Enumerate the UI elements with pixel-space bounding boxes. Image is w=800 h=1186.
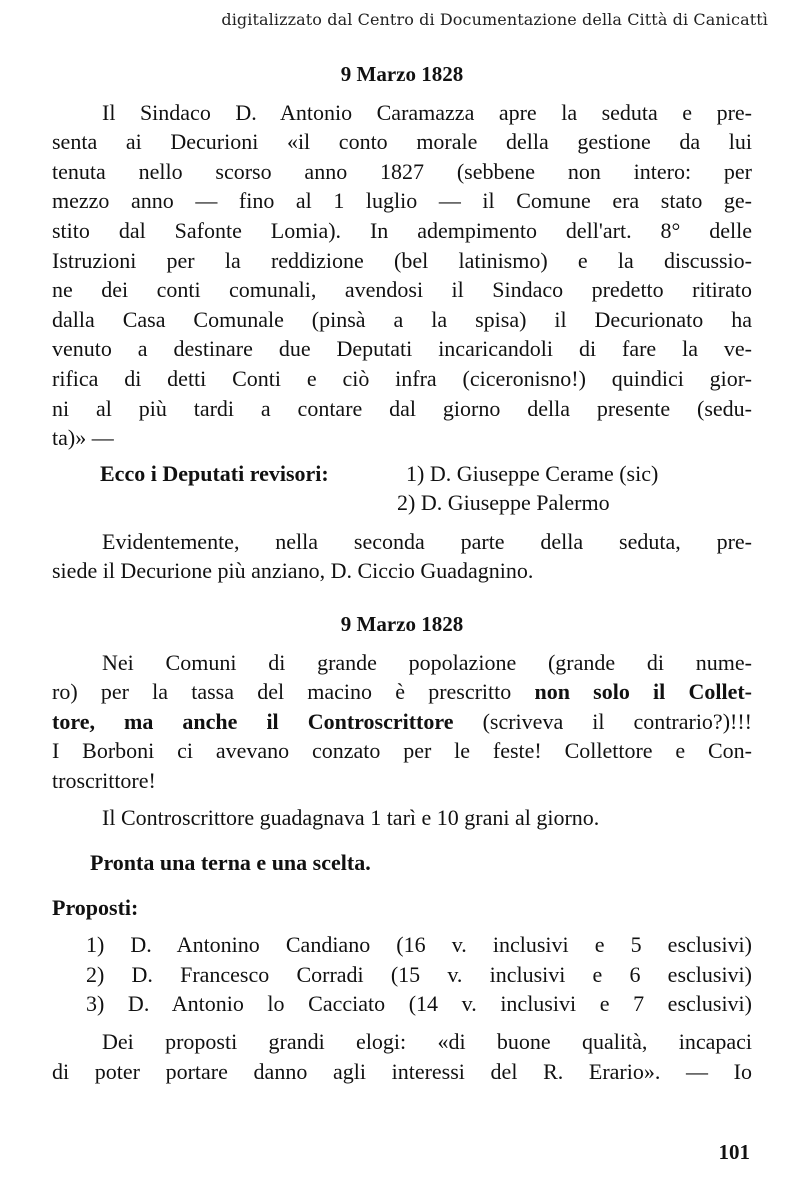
- proposti-label: Proposti:: [52, 894, 139, 920]
- text-line: [52, 677, 752, 707]
- digitization-watermark: digitalizzato dal Centro di Documentazione della Città di Canicattì: [221, 10, 768, 29]
- list-item: 2) D. Francesco Corradi (15 v. inclusivi e 6 esclusivi): [86, 961, 752, 987]
- deputy-entry: 1) D. Giuseppe Cerame (sic): [406, 460, 659, 486]
- paragraph-elogi: [52, 1027, 752, 1086]
- text-line: Evidentemente, nella seconda parte della seduta, pre-: [102, 528, 752, 554]
- proposti-list: [52, 930, 752, 1019]
- text-line: mezzo anno — fino al 1 luglio — il Comune era stato ge-: [52, 188, 752, 214]
- text-line: tenuta nello scorso anno 1827 (sebbene non intero: per: [52, 158, 752, 184]
- paragraph-evidentemente: [52, 527, 752, 586]
- text-line: ne dei conti comunali, avendosi il Sindaco predetto ritirato: [52, 277, 752, 303]
- text-line: venuto a destinare due Deputati incaricandoli di fare la ve-: [52, 336, 752, 362]
- text-line: siede il Decurione più anziano, D. Ciccio Guadagnino.: [52, 558, 534, 584]
- section-date-heading: 9 Marzo 1828: [340, 611, 464, 636]
- deputies-label: Ecco i Deputati revisori:: [100, 460, 329, 486]
- text-line: di poter portare danno agli interessi del R. Erario». — Io: [52, 1058, 752, 1084]
- text-line: dalla Casa Comunale (pinsà a la spisa) il Decurionato ha: [52, 306, 752, 332]
- list-item: 3) D. Antonio lo Cacciato (14 v. inclusivi e 7 esclusivi): [86, 991, 752, 1017]
- deputies-block: [52, 459, 752, 519]
- paragraph-comuni: [52, 648, 752, 796]
- bold-fragment: non solo il Collet-: [534, 679, 752, 705]
- section-date-heading: 9 Marzo 1828: [340, 62, 464, 86]
- text-line: Il Sindaco D. Antonio Caramazza apre la seduta e pre-: [102, 99, 752, 125]
- text-line: ta)» —: [52, 425, 114, 451]
- text-line: I Borboni ci avevano conzato per le feste! Collettore e Con-: [52, 738, 752, 764]
- text-line: stito dal Safonte Lomia). In adempimento dell'art. 8° delle: [52, 217, 752, 243]
- text-line: [52, 707, 752, 737]
- paragraph-seduta: [52, 98, 752, 453]
- text-fragment: ro) per la tassa del macino è prescritto: [52, 679, 535, 705]
- text-line: Nei Comuni di grande popolazione (grande di nume-: [102, 649, 752, 675]
- paragraph-controscrittore: Il Controscrittore guadagnava 1 tarì e 10 grani al giorno.: [102, 805, 600, 831]
- page-number: 101: [718, 1140, 750, 1164]
- text-line: Dei proposti grandi elogi: «di buone qualità, incapaci: [102, 1029, 752, 1055]
- page-body: [52, 60, 752, 1086]
- text-line: troscrittore!: [52, 767, 156, 793]
- text-line: ni al più tardi a contare dal giorno della presente (sedu-: [52, 395, 752, 421]
- text-fragment: (scriveva il contrario?)!!!: [453, 708, 753, 734]
- bold-fragment: tore, ma anche il Controscrittore: [52, 708, 454, 734]
- list-item: 1) D. Antonino Candiano (16 v. inclusivi e 5 esclusivi): [86, 932, 752, 958]
- text-line: senta ai Decurioni «il conto morale della gestione da lui: [52, 129, 752, 155]
- deputy-entry: 2) D. Giuseppe Palermo: [397, 489, 610, 515]
- paragraph-terna: Pronta una terna e una scelta.: [90, 850, 371, 876]
- text-line: Istruzioni per la reddizione (bel latinismo) e la discussio-: [52, 247, 752, 273]
- text-line: rifica di detti Conti e ciò infra (ciceronisno!) quindici gior-: [52, 365, 752, 391]
